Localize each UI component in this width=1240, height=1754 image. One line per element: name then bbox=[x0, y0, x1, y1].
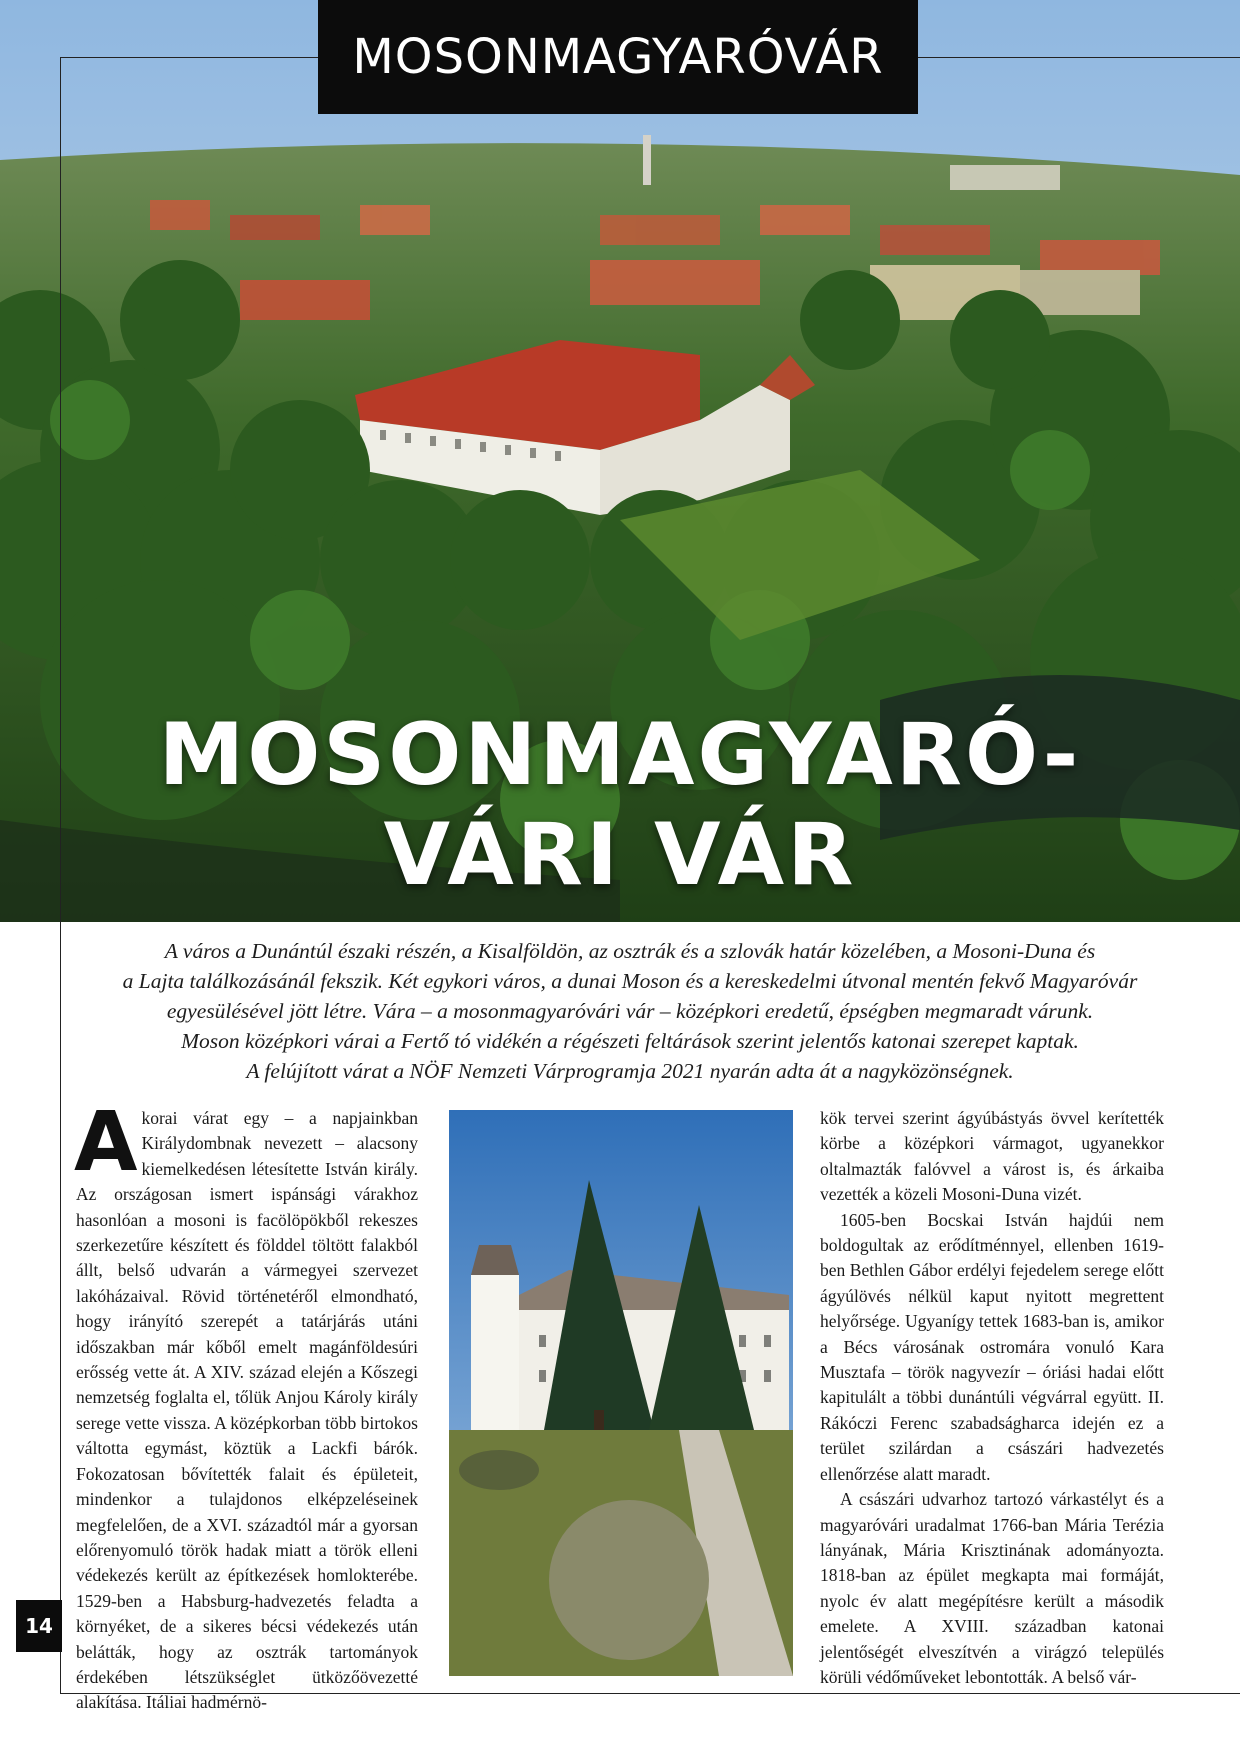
lead-line: a Lajta találkozásánál fekszik. Két egykori város, a dunai Moson és a kereskedelmi útvonal mentén fekvő Magyaróvár bbox=[122, 969, 1138, 993]
section-tab bbox=[318, 0, 918, 114]
lead-line: egyesülésével jött létre. Vára – a mosonmagyaróvári vár – középkori eredetű, épségben megmaradt várunk. bbox=[166, 999, 1094, 1023]
lead-line: Moson középkori várai a Fertő tó vidékén a régészeti feltárások szerint jelentős katonai szerepet kaptak. bbox=[181, 1029, 1079, 1053]
column-3-paragraph-2: 1605-ben Bocskai István hajdúi nem boldogultak az erődítménnyel, ellenben 1619-ben Bethlen Gábor erdélyi fejedelem serege előtt ágyúlövés nélkül kaput nyitott megrettent helyőrsége. Ugyanígy tettek 1683-ban is, amikor a Bécs városának ostromára vonuló Kara Musztafa – török nagyvezír – óriási hadai előtt kapitulált a többi dunántúli végvárral együtt. II. Rákóczi Ferenc szabadságharca idején ez a terület szilárdan a császári hadvezetés ellenőrzése alatt maradt. bbox=[820, 1209, 1164, 1484]
page-title-line-1: MOSONMAGYARÓ- bbox=[158, 705, 1082, 805]
article-column-3 bbox=[820, 1106, 1164, 1690]
lead-line: A város a Dunántúl északi részén, a Kisalföldön, az osztrák és a szlovák határ közelében, a Mosoni-Duna és bbox=[164, 939, 1096, 963]
castle-photo bbox=[449, 1110, 793, 1676]
column-1-text: korai várat egy – a napjainkban Királydombnak nevezett – alacsony kiemelkedésen létesítette István király. Az országosan ismert ispánsági várakhoz hasonlóan a mosoni is facölöpökből rekeszes szerkezetűre készített és földdel töltött falakból állt, belső udvarán a vármegyei szervezet lakóházaival. Rövid történetéről elmondható, hogy irányító szerepét a tatárjárás utáni időszakban már kőből emelt magánföldesúri erősség vette át. A XIV. század elején a Kőszegi nemzetség foglalta el, tőlük Anjou Károly király serege vette vissza. A középkorban több birtokos váltotta egymást, köztük a Lackfi bárók. Fokozatosan bővítették falait és épületeit, mindenkor a tulajdonos elképzeléseinek megfelelően, de a XVI. századtól már a gyorsan előrenyomuló török hadak miatt a török elleni védekezés került az építkezések homlokterébe. 1529-ben a Habsburg-hadvezetés feladta a környéket, de a sikeres bécsi védekezés után belátták, hogy az osztrák tartományok érdekében létszükséglet ütközőövezetté alakítása. Itáliai hadmérnö- bbox=[76, 1108, 418, 1713]
page-title-line-2: VÁRI VÁR bbox=[383, 805, 857, 905]
lead-line: A felújított várat a NÖF Nemzeti Várprogramja 2021 nyarán adta át a nagyközönségnek. bbox=[246, 1059, 1014, 1083]
column-3-paragraph-3: A császári udvarhoz tartozó várkastélyt és a magyaróvári uradalmat 1766-ban Mária Terézia lányának, Mária Krisztinának adományozta. 1818-ban az épület megkapta mai formáját, nyolc év alatt megépítésre került a második emelete. A XVIII. században katonai jelentőségét elveszítvén a virágzó település körüli védőműveket lebontották. A belső vár- bbox=[820, 1489, 1164, 1687]
drop-cap: A bbox=[74, 1095, 138, 1190]
article-column-1 bbox=[74, 1095, 418, 1716]
section-tab-label: MOSONMAGYARÓVÁR bbox=[352, 29, 884, 85]
column-3-paragraph-1: kök tervei szerint ágyúbástyás övvel kerítették körbe a középkori vármagot, ugyanekkor oltalmazták falóvvel a várost is, és árkaiba vezették a közeli Mosoni-Duna vizét. bbox=[820, 1108, 1164, 1205]
lead-paragraph bbox=[80, 936, 1180, 1086]
page-number: 14 bbox=[16, 1600, 62, 1652]
